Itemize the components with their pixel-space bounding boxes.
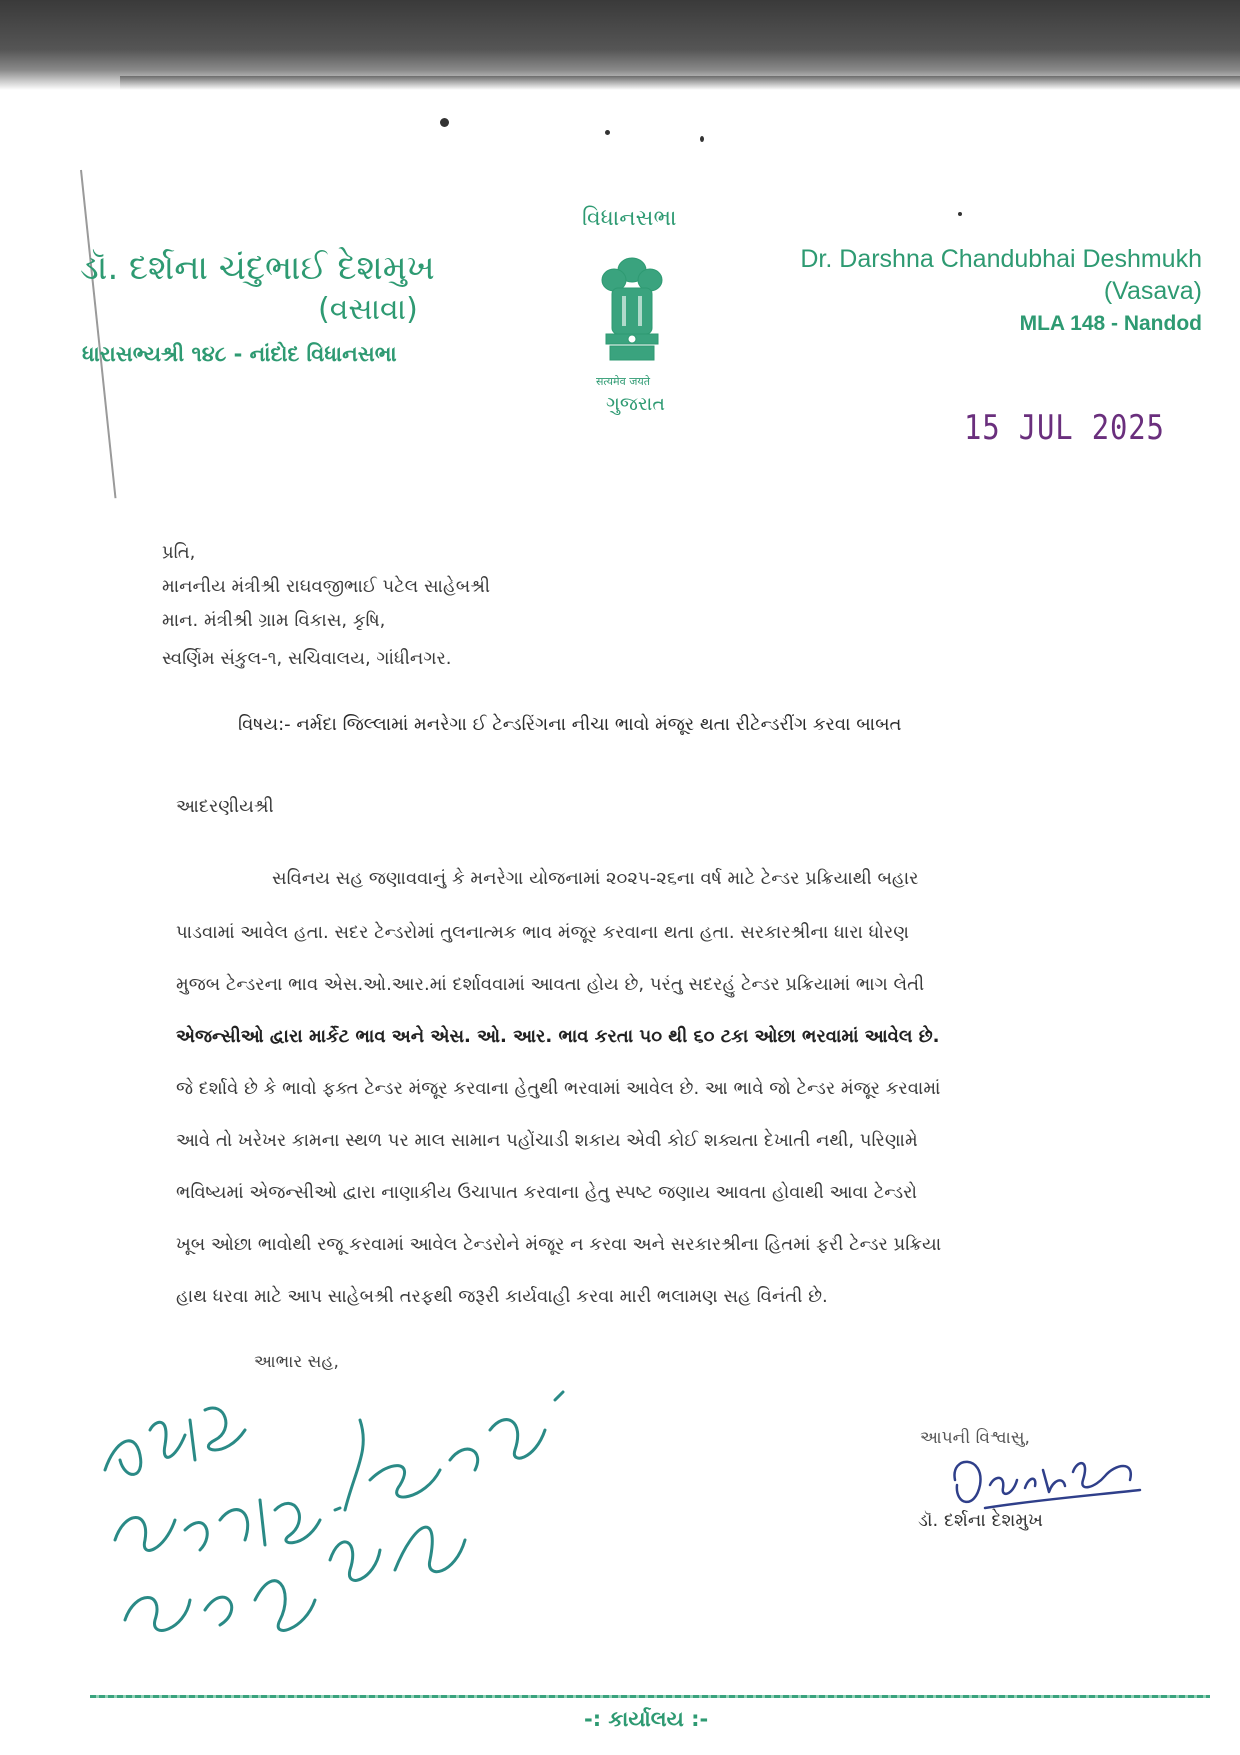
scan-paper-edge (120, 76, 1240, 90)
address-line-1: માનનીય મંત્રીશ્રી રાઘવજીભાઈ પટેલ સાહેબશ્રી (162, 576, 491, 597)
salutation: આદરણીયશ્રી (176, 796, 274, 817)
scan-speck (958, 212, 962, 216)
scan-fold-line (80, 170, 116, 498)
body-line: ભવિષ્યમાં એજન્સીઓ દ્વારા નાણાકીય ઉચાપાત કરવાના હેતુ સ્પષ્ટ જણાય આવતા હોવાથી આવા ટેન્ડરો (176, 1182, 917, 1203)
emblem-caption-bottom: ગુજરાત (606, 393, 665, 415)
body-line: સવિનય સહ જણાવવાનું કે મનરેગા યોજનામાં ૨૦૨૫-૨૬ના વર્ષ માટે ટેન્ડર પ્રક્રિયાથી બહાર (272, 868, 919, 889)
signature-label: આપની વિશ્વાસુ, (920, 1428, 1030, 1448)
emblem-caption-top: વિધાનસભા (582, 206, 677, 231)
address-prati: પ્રતિ, (162, 542, 196, 563)
footer-office-label: -: કાર્યાલય :- (584, 1707, 709, 1731)
signatory-name: ડૉ. દર્શના દેશમુખ (918, 1510, 1043, 1531)
body-line: ખૂબ ઓછા ભાવોથી રજૂ કરવામાં આવેલ ટેન્ડરોને મંજૂર ન કરવા અને સરકારશ્રીના હિતમાં ફરી ટેન્ડર પ્રક્રિયા (176, 1234, 942, 1255)
body-line: જે દર્શાવે છે કે ભાવો ફક્ત ટેન્ડર મંજૂર કરવાના હેતુથી ભરવામાં આવેલ છે. આ ભાવે જો ટેન્ડર મંજૂર કરવામાં (176, 1078, 941, 1099)
letterhead-name-english: Dr. Darshna Chandubhai Deshmukh (800, 245, 1202, 273)
scan-speck (440, 118, 449, 127)
emblem-motto: सत्यमेव जयते (596, 375, 651, 388)
scan-speck (605, 130, 610, 135)
letterhead-designation-english: MLA 148 - Nandod (1019, 312, 1202, 335)
body-line: હાથ ધરવા માટે આપ સાહેબશ્રી તરફથી જરૂરી કાર્યવાહી કરવા મારી ભલામણ સહ વિનંતી છે. (176, 1286, 828, 1307)
letter-subject: વિષય:- નર્મદા જિલ્લામાં મનરેગા ઈ ટેન્ડરિંગના નીચા ભાવો મંજૂર થતા રીટેન્ડરીંગ કરવા બાબત (238, 714, 902, 735)
letterhead-surname-english: (Vasava) (1103, 277, 1202, 305)
body-line: એજન્સીઓ દ્વારા માર્કેટ ભાવ અને એસ. ઓ. આર. ભાવ કરતા ૫૦ થી ૬૦ ટકા ઓછા ભરવામાં આવેલ છે. (176, 1026, 940, 1047)
letterhead-designation-gujarati: ધારાસભ્યશ્રી ૧૪૮ - નાંદોદ વિધાનસભા (82, 342, 397, 366)
scan-speck (700, 136, 704, 142)
address-line-3: સ્વર્ણિમ સંકુલ-૧, સચિવાલય, ગાંધીનગર. (162, 648, 452, 669)
body-line: આવે તો ખરેખર કામના સ્થળ પર માલ સામાન પહોંચાડી શકાય એવી કોઈ શક્યતા દેખાતી નથી, પરિણામે (176, 1130, 918, 1151)
body-line: મુજબ ટેન્ડરના ભાવ એસ.ઓ.આર.માં દર્શાવવામાં આવતા હોય છે, પરંતુ સદરહું ટેન્ડર પ્રક્રિયામાં ભાગ લેતી (176, 974, 925, 995)
handwritten-note (95, 1360, 615, 1650)
state-emblem-icon (592, 250, 672, 372)
signature-image (945, 1440, 1145, 1520)
date-stamp: 15 JUL 2025 (964, 408, 1165, 448)
closing-text: આભાર સહ, (254, 1352, 339, 1372)
address-line-2: માન. મંત્રીશ્રી ગ્રામ વિકાસ, કૃષિ, (162, 610, 386, 631)
letterhead-name-gujarati: ડૉ. દર્શના ચંદુભાઈ દેશમુખ (80, 248, 435, 288)
footer-divider (90, 1695, 1210, 1698)
body-line: પાડવામાં આવેલ હતા. સદર ટેન્ડરોમાં તુલનાત્મક ભાવ મંજૂર કરવાના થતા હતા. સરકારશ્રીના ધારા ધોરણ (176, 922, 909, 943)
letterhead-surname-gujarati: (વસાવા) (318, 292, 418, 327)
